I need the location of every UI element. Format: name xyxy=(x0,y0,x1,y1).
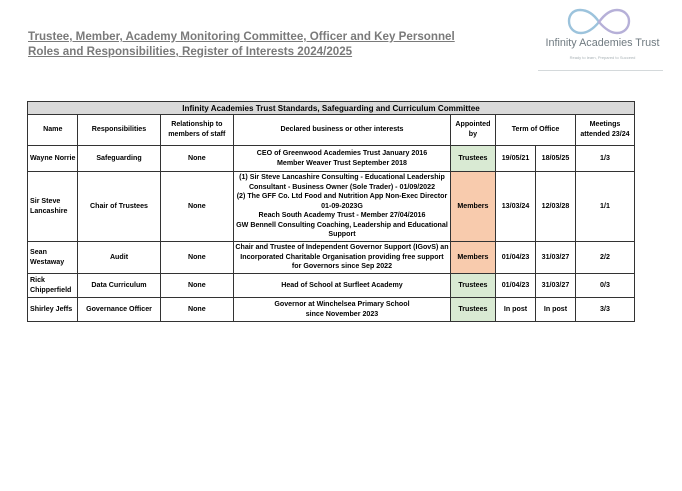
cell-relationship: None xyxy=(160,172,234,242)
committee-banner: Infinity Academies Trust Standards, Safeguarding and Curriculum Committee xyxy=(28,102,635,115)
title-line-1: Trustee, Member, Academy Monitoring Committee, Officer and Key Personnel xyxy=(28,30,455,43)
trust-logo xyxy=(530,7,670,67)
register-table xyxy=(27,101,635,322)
header-term: Term of Office xyxy=(496,115,576,146)
header-meetings: Meetings attended 23/24 xyxy=(575,115,634,146)
cell-declared: Governor at Winchelsea Primary School since November 2023 xyxy=(234,298,451,322)
header-name: Name xyxy=(28,115,78,146)
cell-declared: Head of School at Surfleet Academy xyxy=(234,274,451,298)
cell-responsibilities: Governance Officer xyxy=(78,298,160,322)
table-row xyxy=(28,172,635,242)
cell-term-end: 31/03/27 xyxy=(536,242,576,274)
cell-meetings: 1/1 xyxy=(575,172,634,242)
cell-meetings: 3/3 xyxy=(575,298,634,322)
cell-meetings: 1/3 xyxy=(575,146,634,172)
cell-declared: Chair and Trustee of Independent Governor Support (IGovS) an Incorporated Charitable Organisation providing free support for Governors since Sep 2022 xyxy=(234,242,451,274)
header-responsibilities: Responsibilities xyxy=(78,115,160,146)
cell-relationship: None xyxy=(160,146,234,172)
table-row xyxy=(28,298,635,322)
infinity-logo-icon xyxy=(566,7,632,37)
cell-name: Rick Chipperfield xyxy=(28,274,78,298)
cell-declared: CEO of Greenwood Academies Trust January 2016 Member Weaver Trust September 2018 xyxy=(234,146,451,172)
header-relationship: Relationship to members of staff xyxy=(160,115,234,146)
cell-term-end: 18/05/25 xyxy=(536,146,576,172)
cell-meetings: 2/2 xyxy=(575,242,634,274)
cell-term-start: 01/04/23 xyxy=(496,242,536,274)
header-declared: Declared business or other interests xyxy=(234,115,451,146)
cell-term-start: In post xyxy=(496,298,536,322)
cell-appointed: Members xyxy=(450,172,495,242)
cell-appointed: Trustees xyxy=(450,146,495,172)
cell-term-start: 01/04/23 xyxy=(496,274,536,298)
cell-relationship: None xyxy=(160,274,234,298)
document-title xyxy=(28,29,455,59)
logo-brand-name: Infinity Academies Trust xyxy=(545,37,660,49)
cell-appointed: Members xyxy=(450,242,495,274)
cell-term-start: 19/05/21 xyxy=(496,146,536,172)
cell-term-start: 13/03/24 xyxy=(496,172,536,242)
cell-responsibilities: Safeguarding xyxy=(78,146,160,172)
cell-name: Sir Steve Lancashire xyxy=(28,172,78,242)
cell-term-end: 12/03/28 xyxy=(536,172,576,242)
cell-name: Wayne Norrie xyxy=(28,146,78,172)
cell-responsibilities: Chair of Trustees xyxy=(78,172,160,242)
table-row xyxy=(28,242,635,274)
table-row xyxy=(28,274,635,298)
cell-declared: (1) Sir Steve Lancashire Consulting - Educational Leadership Consultant - Business Owner (Sole Trader) - 01/09/2022 (2) The GFF Co. Ltd Food and Nutrition App Non-Exec Director 01-09-2023G Reach South Academy Trust - Member 27/04/2016 GW Bennell Consulting Coaching, Leadership and Educational Support xyxy=(234,172,451,242)
table-header-row xyxy=(28,115,635,146)
logo-tagline: Ready to learn, Prepared to Succeed xyxy=(569,55,636,60)
cell-name: Sean Westaway xyxy=(28,242,78,274)
header-appointed: Appointed by xyxy=(450,115,495,146)
cell-responsibilities: Audit xyxy=(78,242,160,274)
cell-relationship: None xyxy=(160,298,234,322)
title-line-2: Roles and Responsibilities, Register of Interests 2024/2025 xyxy=(28,45,353,58)
cell-meetings: 0/3 xyxy=(575,274,634,298)
logo-divider xyxy=(538,70,663,71)
cell-relationship: None xyxy=(160,242,234,274)
cell-term-end: 31/03/27 xyxy=(536,274,576,298)
table-row xyxy=(28,146,635,172)
cell-name: Shirley Jeffs xyxy=(28,298,78,322)
cell-appointed: Trustees xyxy=(450,274,495,298)
cell-term-end: In post xyxy=(536,298,576,322)
cell-appointed: Trustees xyxy=(450,298,495,322)
cell-responsibilities: Data Curriculum xyxy=(78,274,160,298)
